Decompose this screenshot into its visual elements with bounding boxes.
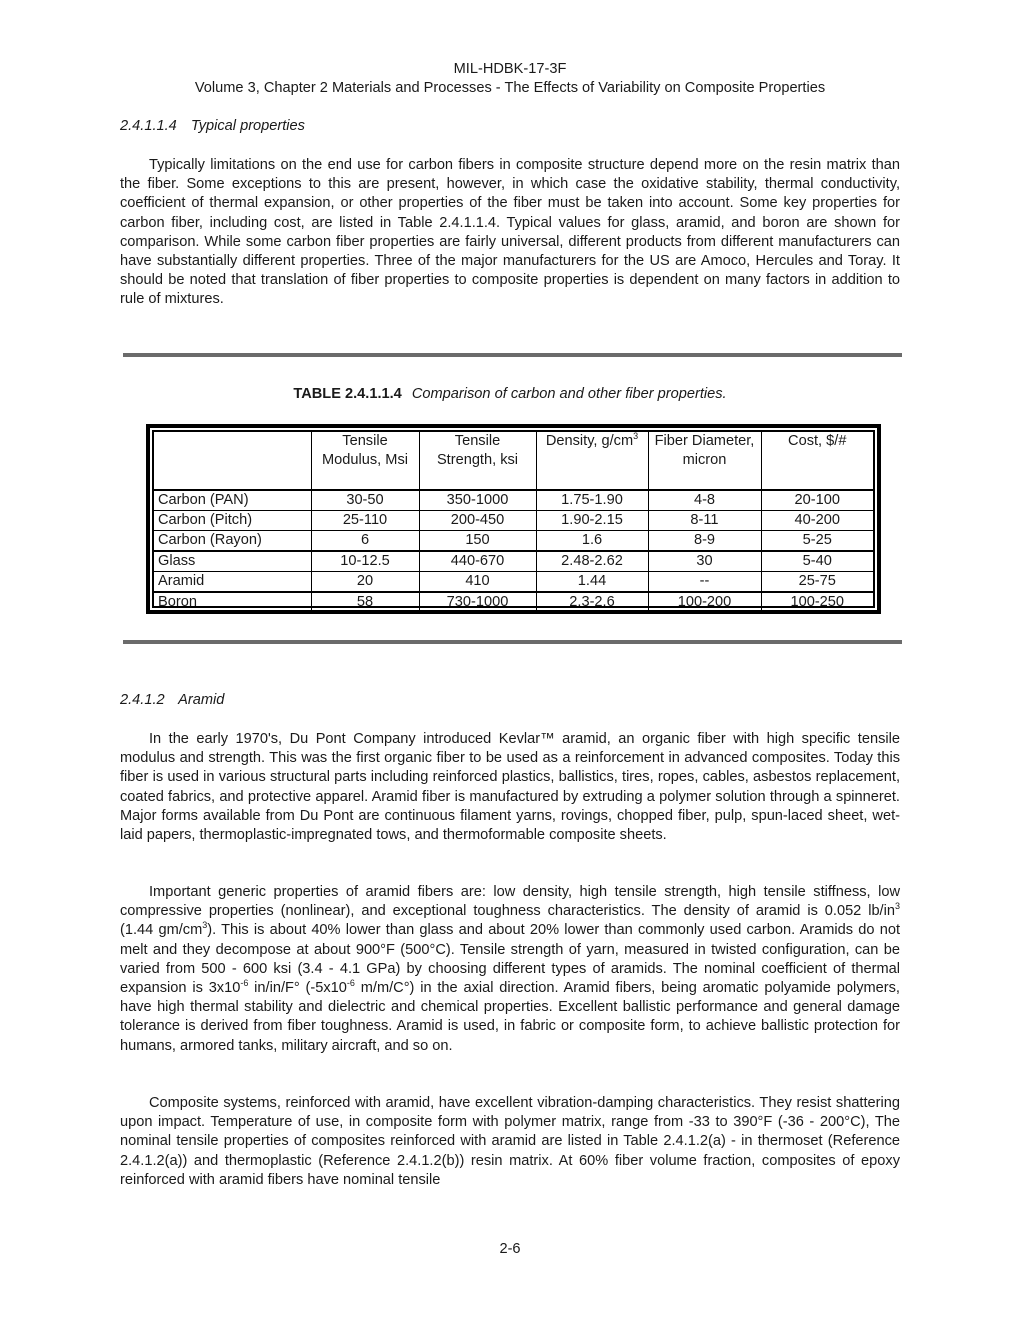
cell-diameter: -- — [648, 572, 761, 593]
header-fiber-diameter: Fiber Diameter, micron — [648, 432, 761, 490]
cell-strength: 410 — [419, 572, 536, 593]
cell-strength: 350-1000 — [419, 490, 536, 511]
paragraph-aramid-intro: In the early 1970's, Du Pont Company introduced Kevlar™ aramid, an organic fiber with high specific tensile modulus and strength. This was the first organic fiber to be used as a reinforcement in advanced composites. Today this fiber is used in various structural parts including reinforced plastics, ballistics, tires, ropes, cables, asbestos replacement, coated fabrics, and protective apparel. Aramid fiber is manufactured by extruding a polymer solution through a spinneret. Major forms available from Du Pont are continuous filament yarns, rovings, chopped fiber, pulp, spun-laced sheet, wet-laid papers, thermoplastic-impregnated tows, and thermoformable composite sheets. — [120, 731, 900, 844]
header-tensile-modulus: Tensile Modulus, Msi — [311, 432, 419, 490]
table-row — [154, 511, 873, 531]
section-number: 2.4.1.2 — [120, 692, 165, 708]
fiber-properties-table — [146, 424, 881, 614]
table-bottom-rule — [123, 640, 902, 644]
section-heading-aramid — [120, 691, 224, 710]
table-caption — [120, 385, 900, 404]
cell-density: 1.90-2.15 — [536, 511, 648, 531]
cell-density: 1.6 — [536, 531, 648, 552]
section-number: 2.4.1.1.4 — [120, 118, 177, 134]
paragraph-aramid-properties: Important generic properties of aramid fibers are: low density, high tensile strength, high tensile stiffness, low compressive properties (nonlinear), and exceptional toughness characteristics. The density of aramid is 0.052 $lb/in^3$ (1.44 $gm/cm^3$). This is about 40% lower than glass and about 20% lower than commonly used carbon. Aramids do not melt and they decompose at about 900°F (500°C). Tensile strength of yarn, measured in twisted configuration, can be varied from 500 - 600 ksi (3.4 - 4.1 GPa) by choosing different types of aramids. The nominal coefficient of thermal expansion is $3x10^{-6}$ in/in/F° ($-5x10^{-6}$ m/m/C°) in the axial direction. Aramid fibers, being aromatic polyamide polymers, have high thermal stability and dielectric and chemical properties. Excellent ballistic performance and general damage tolerance is derived from fiber toughness. Aramid is used, in fabric or composite form, to achieve ballistic protection for humans, armored tanks, military aircraft, and so on. — [120, 884, 900, 1054]
cell-cost: 20-100 — [761, 490, 873, 511]
table-row — [154, 592, 873, 612]
cell-modulus: 6 — [311, 531, 419, 552]
cell-diameter: 30 — [648, 551, 761, 572]
cell-cost: 25-75 — [761, 572, 873, 593]
cell-material: Carbon (Pitch) — [154, 511, 311, 531]
cell-strength: 730-1000 — [419, 592, 536, 612]
cell-material: Boron — [154, 592, 311, 612]
table-label: TABLE 2.4.1.1.4 — [293, 386, 402, 402]
table-caption-text: Comparison of carbon and other fiber properties. — [411, 386, 727, 402]
header-tensile-strength: Tensile Strength, ksi — [419, 432, 536, 490]
header-cost: Cost, $/# — [761, 432, 873, 490]
cell-diameter: 4-8 — [648, 490, 761, 511]
cell-diameter: 100-200 — [648, 592, 761, 612]
cell-density: 2.3-2.6 — [536, 592, 648, 612]
cell-strength: 150 — [419, 531, 536, 552]
cell-strength: 440-670 — [419, 551, 536, 572]
table-row — [154, 551, 873, 572]
table-top-rule — [123, 353, 902, 357]
cell-modulus: 10-12.5 — [311, 551, 419, 572]
cell-density: 1.44 — [536, 572, 648, 593]
cell-density: 1.75-1.90 — [536, 490, 648, 511]
section-title: Typical properties — [190, 118, 305, 134]
cell-modulus: 58 — [311, 592, 419, 612]
header-density: Density, $g/cm^3$ — [536, 432, 648, 490]
document-id: MIL-HDBK-17-3F — [453, 61, 567, 77]
cell-diameter: 8-9 — [648, 531, 761, 552]
cell-cost: 40-200 — [761, 511, 873, 531]
header-material — [154, 432, 311, 490]
cell-material: Glass — [154, 551, 311, 572]
document-subtitle: Volume 3, Chapter 2 Materials and Processes - The Effects of Variability on Composite Properties — [194, 80, 826, 96]
page-number: 2-6 — [499, 1241, 521, 1257]
cell-material: Aramid — [154, 572, 311, 593]
table-row — [154, 531, 873, 552]
cell-diameter: 8-11 — [648, 511, 761, 531]
cell-cost: 5-25 — [761, 531, 873, 552]
cell-modulus: 25-110 — [311, 511, 419, 531]
table-row — [154, 572, 873, 593]
cell-material: Carbon (Rayon) — [154, 531, 311, 552]
cell-cost: 5-40 — [761, 551, 873, 572]
cell-cost: 100-250 — [761, 592, 873, 612]
section-heading-typical-properties — [120, 117, 305, 136]
cell-material: Carbon (PAN) — [154, 490, 311, 511]
table-row — [154, 490, 873, 511]
table-header-row — [154, 432, 873, 490]
paragraph-aramid-composites: Composite systems, reinforced with aramid, have excellent vibration-damping characteristics. They resist shattering upon impact. Temperature of use, in composite form with polymer matrix, range from -33 to 390°F (-36 - 200°C), The nominal tensile properties of composites reinforced with aramid are listed in Table 2.4.1.2(a) - in thermoset (Reference 2.4.1.2(a)) and thermoplastic (Reference 2.4.1.2(b)) resin matrix. At 60% fiber volume fraction, composites of epoxy reinforced with aramid fibers have nominal tensile — [120, 1095, 900, 1188]
paragraph-typical-properties: Typically limitations on the end use for carbon fibers in composite structure depend more on the resin matrix than the fiber. Some exceptions to this are present, however, in which case the oxidative stability, thermal conductivity, coefficient of thermal expansion, or other properties of the fiber must be taken into account. Some key properties for carbon fiber, including cost, are listed in Table 2.4.1.1.4. Typical values for glass, aramid, and boron are shown for comparison. While some carbon fiber properties are fairly universal, different products from different manufacturers can have substantially different properties. Three of the major manufacturers for the US are Amoco, Hercules and Toray. It should be noted that translation of fiber properties to composite properties is dependent on many factors in addition to rule of mixtures. — [120, 157, 900, 308]
cell-density: 2.48-2.62 — [536, 551, 648, 572]
cell-strength: 200-450 — [419, 511, 536, 531]
cell-modulus: 20 — [311, 572, 419, 593]
cell-modulus: 30-50 — [311, 490, 419, 511]
section-title: Aramid — [178, 692, 225, 708]
